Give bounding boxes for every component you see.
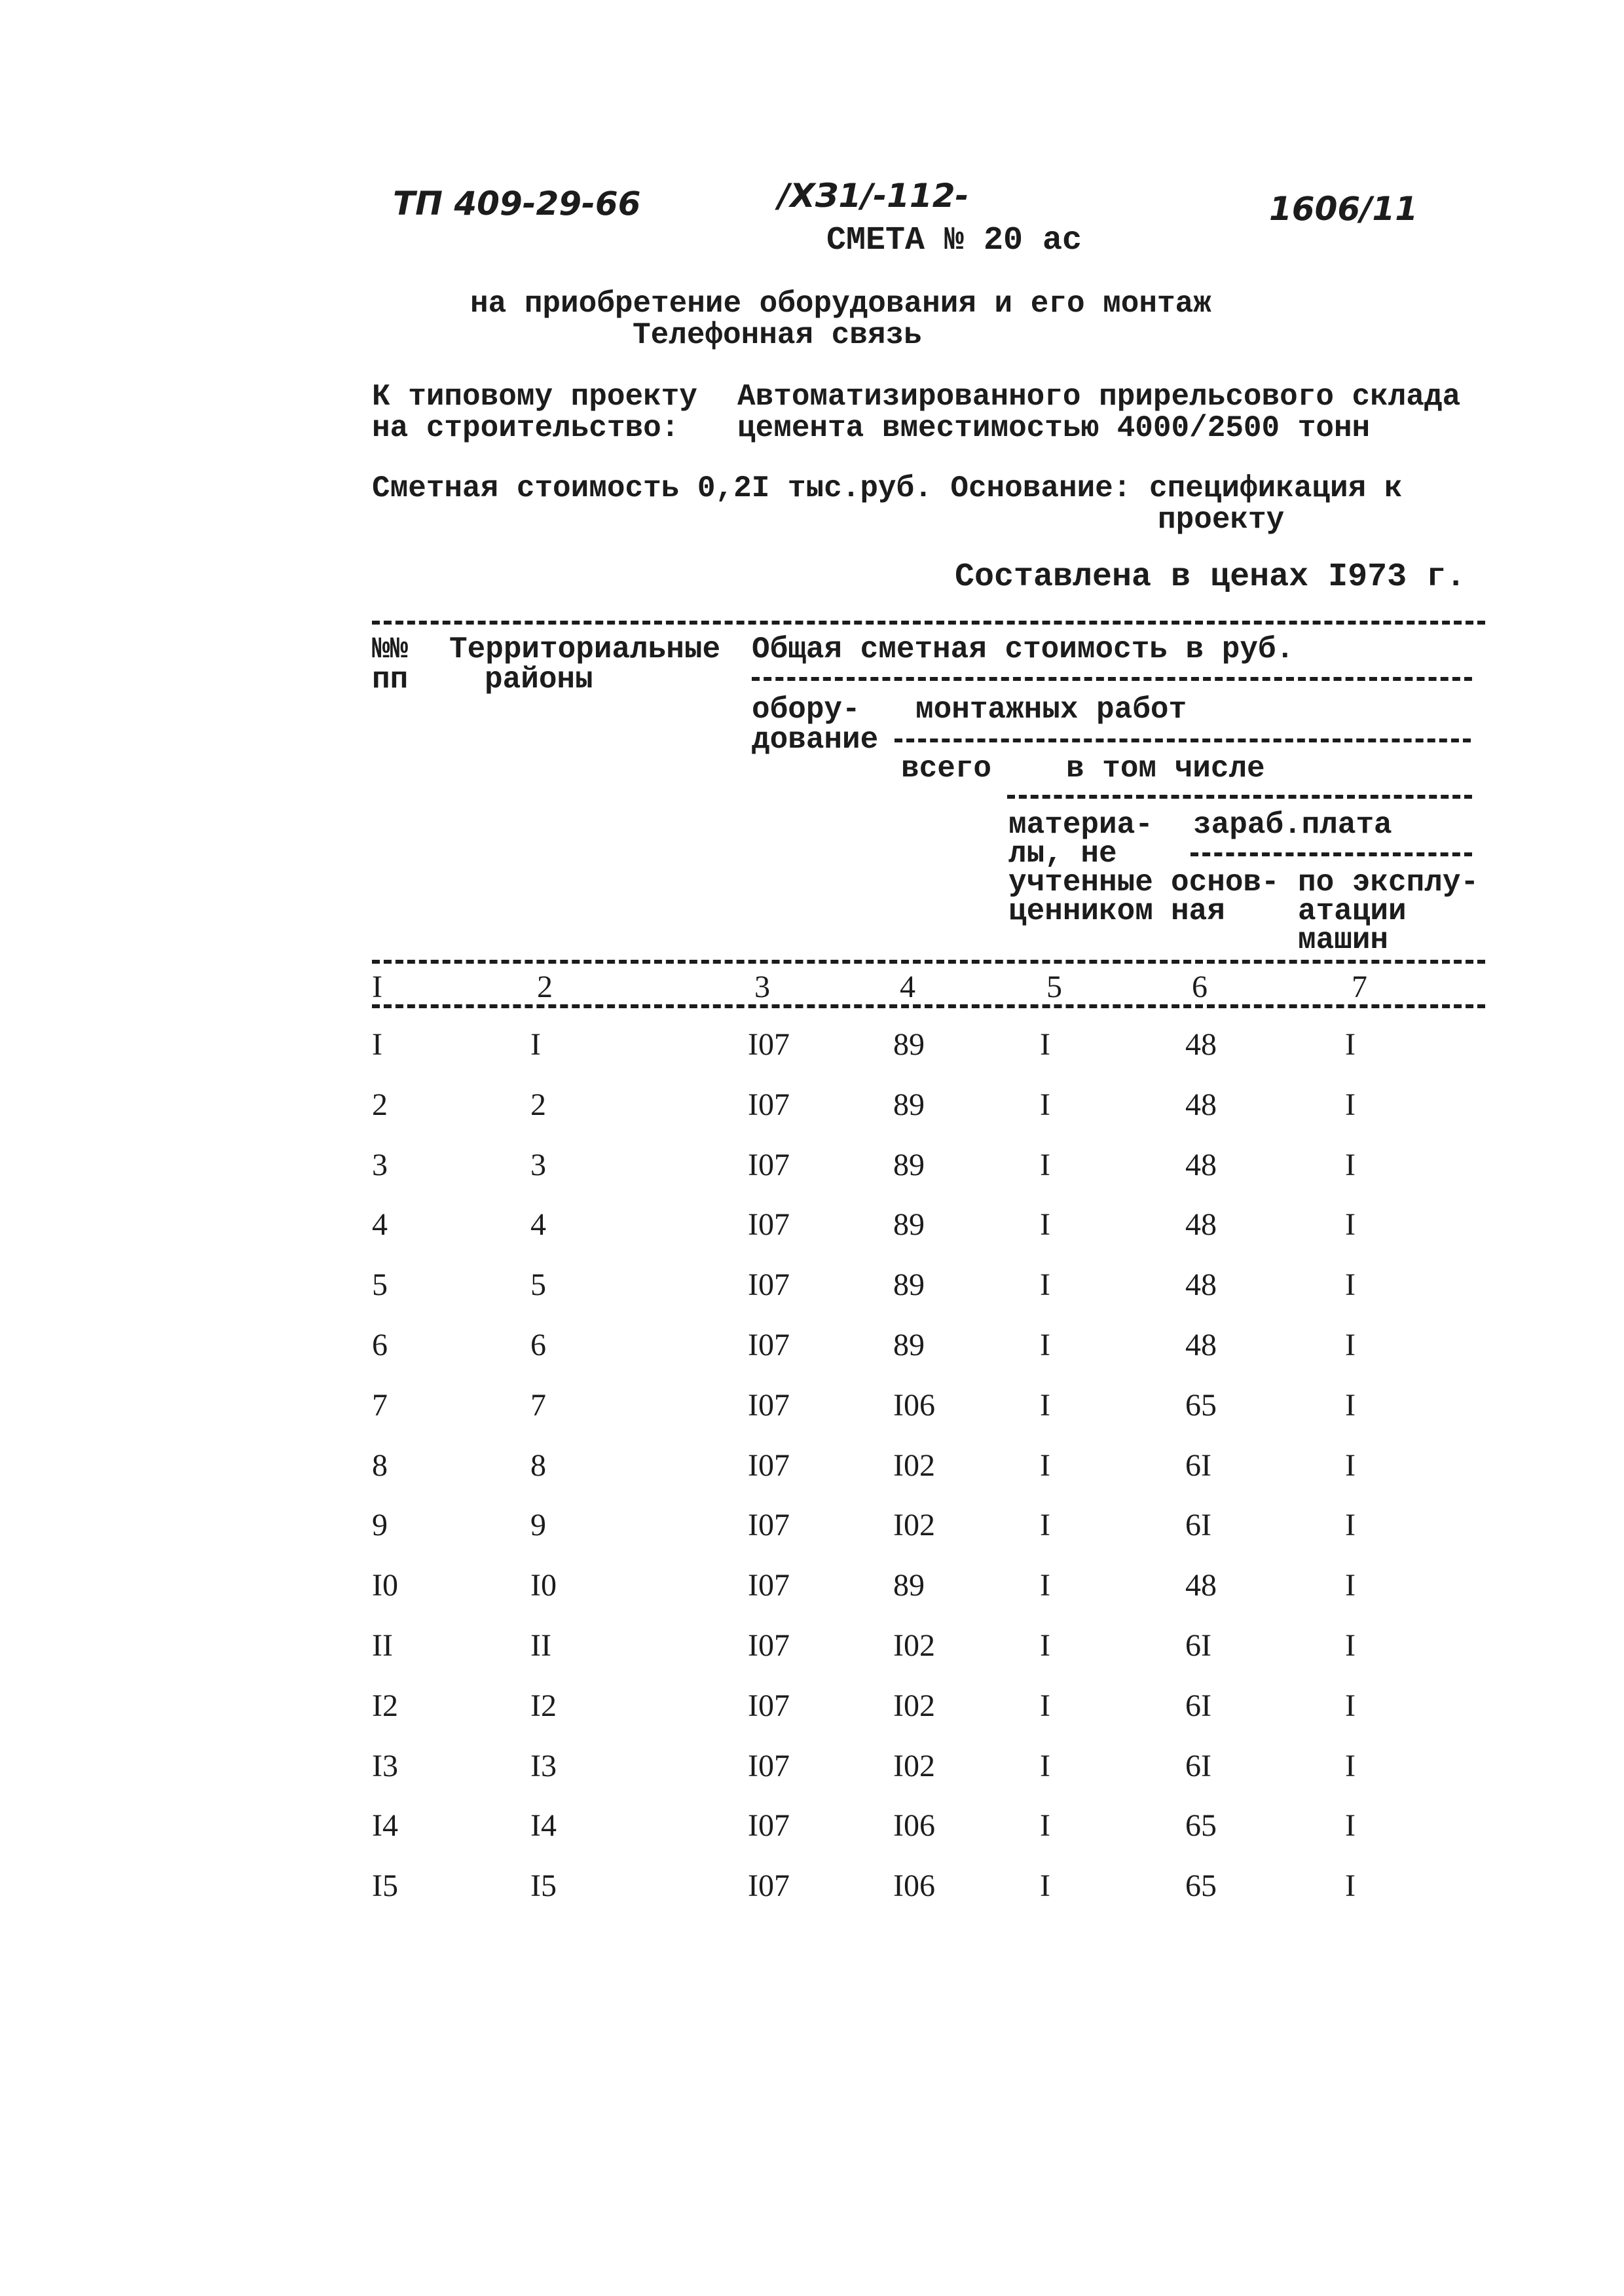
table-cell: I07 (748, 1148, 790, 1182)
table-cell: I07 (748, 1688, 790, 1723)
header-machines-2: атации (1298, 894, 1407, 928)
table-cell: II (530, 1628, 551, 1663)
table-cell: 65 (1185, 1388, 1217, 1423)
table-cell: I07 (748, 1808, 790, 1843)
table-cell: 2 (530, 1087, 546, 1122)
column-number: I (372, 970, 382, 1004)
table-cell: I (530, 1027, 541, 1062)
table-cell: I07 (748, 1568, 790, 1603)
table-cell: 4 (372, 1207, 388, 1242)
table-cell: I (1345, 1808, 1356, 1843)
table-cell: II (372, 1628, 393, 1663)
project-label-1: К типовому проекту (372, 380, 697, 414)
table-cell: I (1345, 1087, 1356, 1122)
table-cell: I (1040, 1087, 1050, 1122)
table-cell: I (1040, 1508, 1050, 1542)
table-cell: I07 (748, 1448, 790, 1483)
project-code-center: /ХЗ1/-112- (778, 177, 969, 215)
table-cell: 6I (1185, 1628, 1211, 1663)
table-cell: I (1040, 1148, 1050, 1182)
table-cell: 7 (372, 1388, 388, 1423)
header-region-2: районы (485, 663, 593, 697)
table-cell: I (1345, 1267, 1356, 1302)
table-cell: I02 (893, 1448, 935, 1483)
table-cell: I02 (893, 1508, 935, 1542)
table-cell: I02 (893, 1688, 935, 1723)
table-cell: 89 (893, 1087, 925, 1122)
table-cell: 9 (530, 1508, 546, 1542)
table-cell: 6I (1185, 1448, 1211, 1483)
table-cell: I4 (372, 1808, 398, 1843)
header-rule-5 (372, 960, 1485, 964)
table-cell: I5 (530, 1868, 557, 1903)
table-cell: I06 (893, 1388, 935, 1423)
header-materials-2: лы, не (1008, 837, 1117, 871)
table-cell: 89 (893, 1027, 925, 1062)
price-basis: Составлена в ценах I973 г. (955, 558, 1466, 596)
column-number: 4 (900, 970, 915, 1004)
header-machines-1: по эксплу- (1298, 866, 1479, 900)
table-cell: I (1345, 1388, 1356, 1423)
table-cell: I2 (530, 1688, 557, 1723)
table-cell: I (372, 1027, 382, 1062)
table-cell: I06 (893, 1868, 935, 1903)
table-cell: 48 (1185, 1148, 1217, 1182)
column-number: 5 (1046, 970, 1062, 1004)
table-cell: 6I (1185, 1688, 1211, 1723)
table-top-rule (372, 621, 1485, 625)
table-cell: I4 (530, 1808, 557, 1843)
table-cell: I (1345, 1508, 1356, 1542)
header-including: в том числе (1066, 752, 1265, 786)
table-cell: 6I (1185, 1749, 1211, 1783)
project-code-left: ТП 409-29-66 (393, 185, 641, 223)
table-cell: 6 (372, 1328, 388, 1362)
table-cell: I (1345, 1868, 1356, 1903)
table-cell: I (1345, 1027, 1356, 1062)
table-cell: 48 (1185, 1207, 1217, 1242)
table-cell: I (1345, 1448, 1356, 1483)
column-number: 2 (537, 970, 553, 1004)
header-wages: зараб.плата (1193, 808, 1392, 842)
table-cell: I07 (748, 1508, 790, 1542)
header-materials-4: ценником (1008, 894, 1153, 928)
table-cell: I (1040, 1027, 1050, 1062)
table-cell: I (1040, 1868, 1050, 1903)
table-cell: I06 (893, 1808, 935, 1843)
table-cell: 89 (893, 1148, 925, 1182)
table-cell: 8 (530, 1448, 546, 1483)
table-cell: I0 (372, 1568, 398, 1603)
table-cell: 48 (1185, 1267, 1217, 1302)
header-basic-2: ная (1171, 894, 1225, 928)
header-equipment-2: дование (752, 723, 879, 757)
table-cell: I (1040, 1628, 1050, 1663)
table-cell: 65 (1185, 1808, 1217, 1843)
table-cell: 7 (530, 1388, 546, 1423)
table-cell: I07 (748, 1328, 790, 1362)
table-cell: I02 (893, 1749, 935, 1783)
table-cell: 48 (1185, 1568, 1217, 1603)
table-cell: I (1345, 1628, 1356, 1663)
table-cell: 89 (893, 1328, 925, 1362)
header-rule-3 (1007, 795, 1472, 799)
table-cell: I (1345, 1688, 1356, 1723)
header-num-1: №№ (372, 632, 409, 666)
header-basic-1: основ- (1171, 866, 1280, 900)
table-cell: I (1040, 1267, 1050, 1302)
table-cell: I (1345, 1328, 1356, 1362)
table-cell: I07 (748, 1388, 790, 1423)
table-cell: 3 (372, 1148, 388, 1182)
table-cell: 9 (372, 1508, 388, 1542)
sheet-number: 1606/11 (1269, 190, 1418, 228)
table-cell: I (1040, 1207, 1050, 1242)
table-cell: I (1040, 1808, 1050, 1843)
table-cell: 2 (372, 1087, 388, 1122)
header-materials-1: материа- (1008, 808, 1153, 842)
table-cell: I07 (748, 1749, 790, 1783)
table-cell: I02 (893, 1628, 935, 1663)
header-region-1: Территориальные (449, 632, 721, 666)
table-cell: 48 (1185, 1328, 1217, 1362)
table-cell: I (1040, 1688, 1050, 1723)
table-cell: I3 (372, 1749, 398, 1783)
table-cell: 89 (893, 1568, 925, 1603)
header-rule-1 (752, 677, 1472, 681)
table-cell: I (1345, 1207, 1356, 1242)
table-cell: 5 (372, 1267, 388, 1302)
header-materials-3: учтенные (1008, 866, 1153, 900)
estimated-cost: Сметная стоимость 0,2I тыс.руб. Основание: спецификация к (372, 471, 1403, 505)
table-cell: I07 (748, 1207, 790, 1242)
table-cell: I07 (748, 1267, 790, 1302)
table-cell: 89 (893, 1207, 925, 1242)
table-cell: 89 (893, 1267, 925, 1302)
table-cell: 4 (530, 1207, 546, 1242)
table-cell: I2 (372, 1688, 398, 1723)
table-cell: 8 (372, 1448, 388, 1483)
table-cell: 48 (1185, 1087, 1217, 1122)
header-total: всего (901, 752, 992, 786)
document-subtitle-2: Телефонная связь (633, 318, 922, 352)
project-label-2: на строительство: (372, 411, 680, 445)
table-cell: 5 (530, 1267, 546, 1302)
header-num-2: пп (372, 663, 409, 697)
table-cell: I (1345, 1749, 1356, 1783)
header-rule-4 (1190, 852, 1472, 856)
table-cell: I (1040, 1388, 1050, 1423)
table-cell: I (1345, 1148, 1356, 1182)
table-cell: 6I (1185, 1508, 1211, 1542)
table-cell: I5 (372, 1868, 398, 1903)
table-cell: I (1345, 1568, 1356, 1603)
table-cell: I0 (530, 1568, 557, 1603)
document-title: СМЕТА № 20 ас (826, 222, 1082, 259)
column-number: 3 (754, 970, 770, 1004)
table-cell: 48 (1185, 1027, 1217, 1062)
estimated-cost-cont: проекту (1158, 503, 1285, 537)
column-number: 6 (1192, 970, 1208, 1004)
column-number: 7 (1352, 970, 1367, 1004)
header-machines-3: машин (1298, 923, 1389, 957)
table-cell: I (1040, 1749, 1050, 1783)
table-cell: I3 (530, 1749, 557, 1783)
project-name-1: Автоматизированного прирельсового склада (737, 380, 1461, 414)
project-name-2: цемента вместимостью 4000/2500 тонн (737, 411, 1371, 445)
table-cell: I (1040, 1328, 1050, 1362)
header-install-works: монтажных работ (915, 693, 1187, 727)
table-cell: I07 (748, 1027, 790, 1062)
table-cell: 65 (1185, 1868, 1217, 1903)
table-cell: I (1040, 1568, 1050, 1603)
table-cell: I07 (748, 1628, 790, 1663)
table-cell: I07 (748, 1087, 790, 1122)
header-equipment-1: обору- (752, 693, 860, 727)
table-cell: 3 (530, 1148, 546, 1182)
table-cell: 6 (530, 1328, 546, 1362)
document-subtitle-1: на приобретение оборудования и его монтаж (470, 287, 1211, 321)
header-rule-2 (895, 738, 1471, 742)
table-cell: I07 (748, 1868, 790, 1903)
header-total-cost: Общая сметная стоимость в руб. (752, 632, 1295, 666)
table-cell: I (1040, 1448, 1050, 1483)
